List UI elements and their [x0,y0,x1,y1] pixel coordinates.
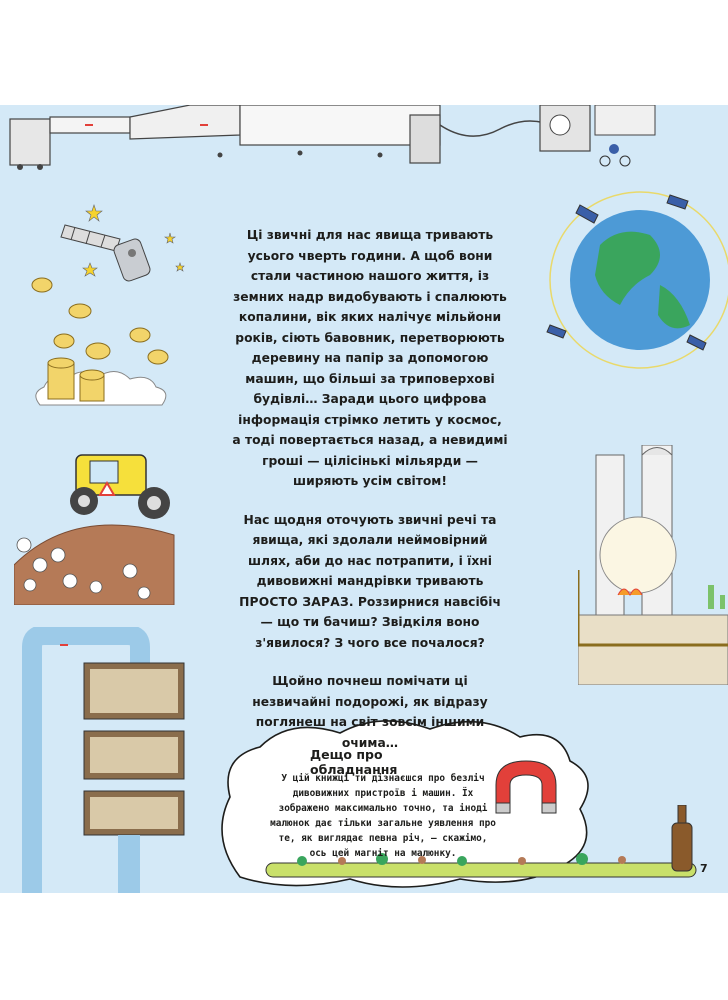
paper-machine-illustration [0,105,728,185]
earth-globe-icon [540,185,728,375]
intro-paragraph-2 [232,510,508,654]
book-page [0,105,728,893]
gold-coins-icon [20,265,190,425]
water-filter-illustration [18,627,188,893]
intro-paragraph-2-start: Нас щодня оточують звичні речі та явища, які здолали неймовірний шлях, аби до нас потрапити, і їхні дивовижні мандрівки тривають [243,512,497,588]
refinery-icon [578,445,728,685]
page-number: 7 [700,862,708,875]
intro-text [232,225,508,771]
intro-paragraph-2-emphasis: ПРОСТО ЗАРАЗ [239,594,349,609]
intro-paragraph-3: Щойно почнеш помічати ці незвичайні подорожі, як відразу поглянеш на світ зовсім іншими очима… [252,674,488,750]
intro-paragraph-1: Ці звичні для нас явища тривають усього чверть години. А щоб вони стали частиною нашого життя, із земних надр видобувають і спалюють копалини, вік яких налічує мільйони років, сіють бавовник, перетворюють деревину на папір за допомогою машин, що більші за триповерхові будівлі… Заради цього цифрова інформація стрімко летить у космос, а тоді повертається назад, а невидимі гроші — цілісінькі мільярди — ширяють усім світом! [232,228,508,488]
bottle-icon [668,805,698,875]
cotton-field-icon [10,525,170,605]
intro-paragraph-2-end: . Роззирнися навсібіч — що ти бачиш? Звідкіля воно з'явилося? З чого все почалося? [255,594,501,650]
note-text: У цій книжці ти дізнаєшся про безліч дивовижних пристроїв і машин. Їх зображено максимально точно, та іноді малюнок дає тільки загальне уявлення про те, як виглядає певна річ, — скажімо, ось цей магніт на малюнку. [270,773,496,859]
note-title: Дещо про обладнання [310,747,398,777]
